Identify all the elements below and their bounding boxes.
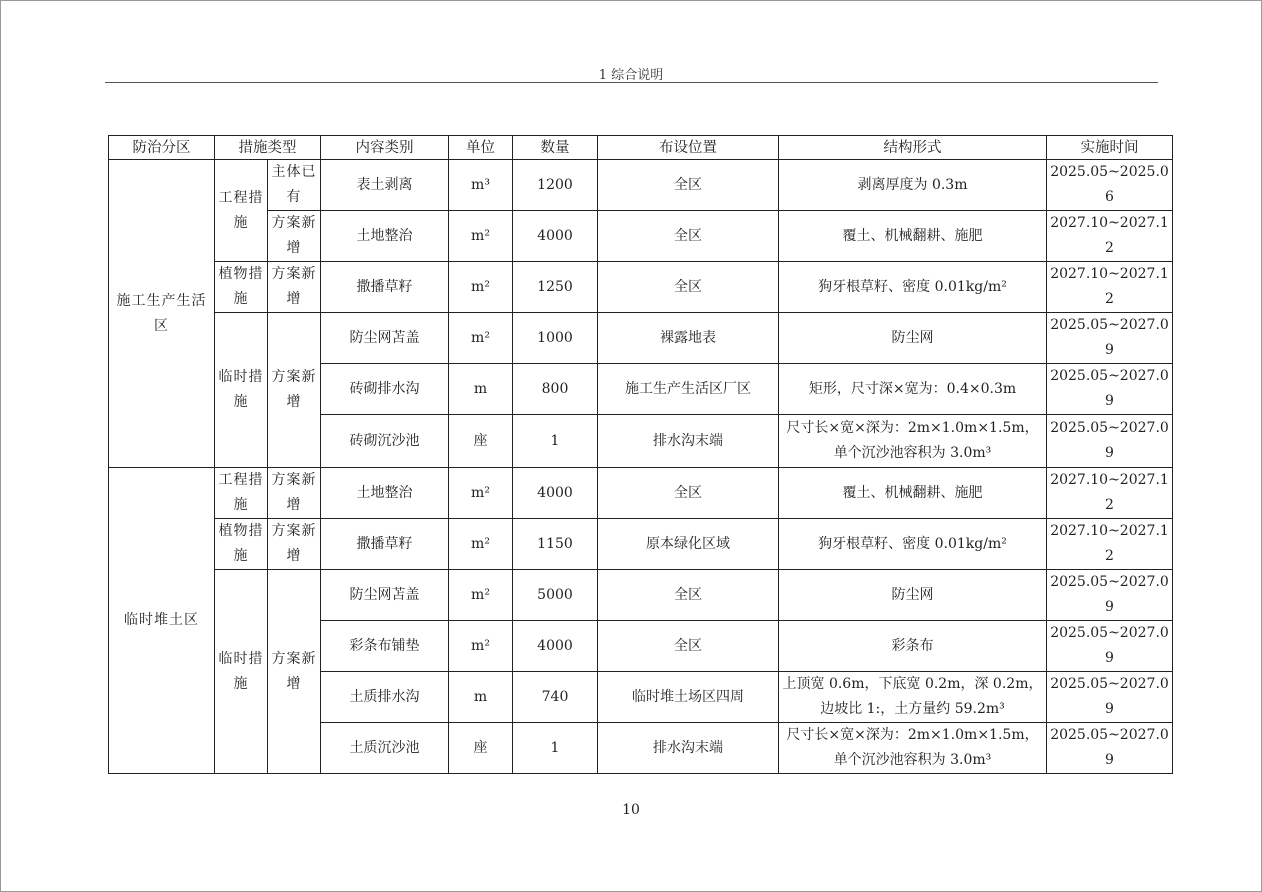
- quantity-cell: 1250: [513, 262, 598, 313]
- subtype-cell: 方案新增: [268, 570, 321, 774]
- category-cell: 工程措施: [215, 160, 268, 262]
- subtype-cell: 方案新增: [268, 262, 321, 313]
- location-cell: 排水沟末端: [598, 415, 779, 468]
- zone-cell: 临时堆土区: [109, 468, 215, 774]
- col-header-time: 实施时间: [1047, 136, 1173, 160]
- unit-cell: m²: [449, 313, 513, 364]
- unit-cell: m³: [449, 160, 513, 211]
- structure-cell: 矩形，尺寸深×宽为：0.4×0.3m: [779, 364, 1047, 415]
- location-cell: 全区: [598, 211, 779, 262]
- unit-cell: m²: [449, 468, 513, 519]
- quantity-cell: 5000: [513, 570, 598, 621]
- location-cell: 裸露地表: [598, 313, 779, 364]
- quantity-cell: 740: [513, 672, 598, 723]
- unit-cell: m²: [449, 262, 513, 313]
- category-cell: 工程措施: [215, 468, 268, 519]
- time-cell: 2027.10~2027.12: [1047, 519, 1173, 570]
- category-cell: 植物措施: [215, 519, 268, 570]
- time-cell: 2025.05~2027.09: [1047, 621, 1173, 672]
- unit-cell: m²: [449, 211, 513, 262]
- time-cell: 2025.05~2027.09: [1047, 313, 1173, 364]
- zone-cell: 施工生产生活区: [109, 160, 215, 468]
- table-row: [109, 160, 1173, 211]
- structure-cell: 防尘网: [779, 570, 1047, 621]
- unit-cell: m²: [449, 621, 513, 672]
- unit-cell: m²: [449, 519, 513, 570]
- content-cell: 表土剥离: [321, 160, 449, 211]
- unit-cell: m: [449, 672, 513, 723]
- time-cell: 2025.05~2025.06: [1047, 160, 1173, 211]
- table-row: [109, 519, 1173, 570]
- measures-table: [108, 135, 1173, 774]
- location-cell: 全区: [598, 160, 779, 211]
- page-number: 10: [622, 802, 640, 818]
- unit-cell: 座: [449, 723, 513, 774]
- quantity-cell: 4000: [513, 211, 598, 262]
- col-header-zone: 防治分区: [109, 136, 215, 160]
- location-cell: 全区: [598, 262, 779, 313]
- content-cell: 彩条布铺垫: [321, 621, 449, 672]
- time-cell: 2025.05~2027.09: [1047, 364, 1173, 415]
- time-cell: 2025.05~2027.09: [1047, 723, 1173, 774]
- category-cell: 植物措施: [215, 262, 268, 313]
- subtype-cell: 方案新增: [268, 211, 321, 262]
- content-cell: 土质沉沙池: [321, 723, 449, 774]
- content-cell: 撒播草籽: [321, 262, 449, 313]
- structure-cell: 彩条布: [779, 621, 1047, 672]
- time-cell: 2027.10~2027.12: [1047, 211, 1173, 262]
- quantity-cell: 1: [513, 415, 598, 468]
- location-cell: 全区: [598, 468, 779, 519]
- quantity-cell: 1000: [513, 313, 598, 364]
- structure-cell: 尺寸长×宽×深为：2m×1.0m×1.5m，单个沉沙池容积为 3.0m³: [779, 415, 1047, 468]
- quantity-cell: 1200: [513, 160, 598, 211]
- structure-cell: 狗牙根草籽、密度 0.01kg/m²: [779, 519, 1047, 570]
- structure-cell: 防尘网: [779, 313, 1047, 364]
- quantity-cell: 800: [513, 364, 598, 415]
- structure-cell: 剥离厚度为 0.3m: [779, 160, 1047, 211]
- content-cell: 土地整治: [321, 468, 449, 519]
- content-cell: 防尘网苫盖: [321, 313, 449, 364]
- table-row: [109, 570, 1173, 621]
- subtype-cell: 方案新增: [268, 468, 321, 519]
- structure-cell: 覆土、机械翻耕、施肥: [779, 211, 1047, 262]
- subtype-cell: 主体已有: [268, 160, 321, 211]
- page-header-title: 1 综合说明: [598, 68, 664, 83]
- quantity-cell: 4000: [513, 621, 598, 672]
- content-cell: 土质排水沟: [321, 672, 449, 723]
- structure-cell: 覆土、机械翻耕、施肥: [779, 468, 1047, 519]
- col-header-content: 内容类别: [321, 136, 449, 160]
- category-cell: 临时措施: [215, 313, 268, 468]
- quantity-cell: 1150: [513, 519, 598, 570]
- col-header-structure: 结构形式: [779, 136, 1047, 160]
- subtype-cell: 方案新增: [268, 313, 321, 468]
- header-rule: [105, 82, 1158, 83]
- table-row: [109, 468, 1173, 519]
- unit-cell: m²: [449, 570, 513, 621]
- table-row: [109, 262, 1173, 313]
- structure-cell: 尺寸长×宽×深为：2m×1.0m×1.5m，单个沉沙池容积为 3.0m³: [779, 723, 1047, 774]
- location-cell: 全区: [598, 570, 779, 621]
- content-cell: 土地整治: [321, 211, 449, 262]
- location-cell: 施工生产生活区厂区: [598, 364, 779, 415]
- col-header-location: 布设位置: [598, 136, 779, 160]
- structure-cell: 上顶宽 0.6m，下底宽 0.2m，深 0.2m，边坡比 1:，土方量约 59.2m³: [779, 672, 1047, 723]
- content-cell: 防尘网苫盖: [321, 570, 449, 621]
- location-cell: 排水沟末端: [598, 723, 779, 774]
- time-cell: 2025.05~2027.09: [1047, 672, 1173, 723]
- structure-cell: 狗牙根草籽、密度 0.01kg/m²: [779, 262, 1047, 313]
- col-header-quantity: 数量: [513, 136, 598, 160]
- subtype-cell: 方案新增: [268, 519, 321, 570]
- content-cell: 撒播草籽: [321, 519, 449, 570]
- col-header-unit: 单位: [449, 136, 513, 160]
- location-cell: 原本绿化区域: [598, 519, 779, 570]
- time-cell: 2025.05~2027.09: [1047, 570, 1173, 621]
- time-cell: 2025.05~2027.09: [1047, 415, 1173, 468]
- location-cell: 临时堆土场区四周: [598, 672, 779, 723]
- unit-cell: m: [449, 364, 513, 415]
- location-cell: 全区: [598, 621, 779, 672]
- content-cell: 砖砌沉沙池: [321, 415, 449, 468]
- table-row: [109, 313, 1173, 364]
- quantity-cell: 1: [513, 723, 598, 774]
- table-row: [109, 211, 1173, 262]
- unit-cell: 座: [449, 415, 513, 468]
- quantity-cell: 4000: [513, 468, 598, 519]
- table-header-row: [109, 136, 1173, 160]
- time-cell: 2027.10~2027.12: [1047, 262, 1173, 313]
- content-cell: 砖砌排水沟: [321, 364, 449, 415]
- time-cell: 2027.10~2027.12: [1047, 468, 1173, 519]
- col-header-measure-type: 措施类型: [215, 136, 321, 160]
- category-cell: 临时措施: [215, 570, 268, 774]
